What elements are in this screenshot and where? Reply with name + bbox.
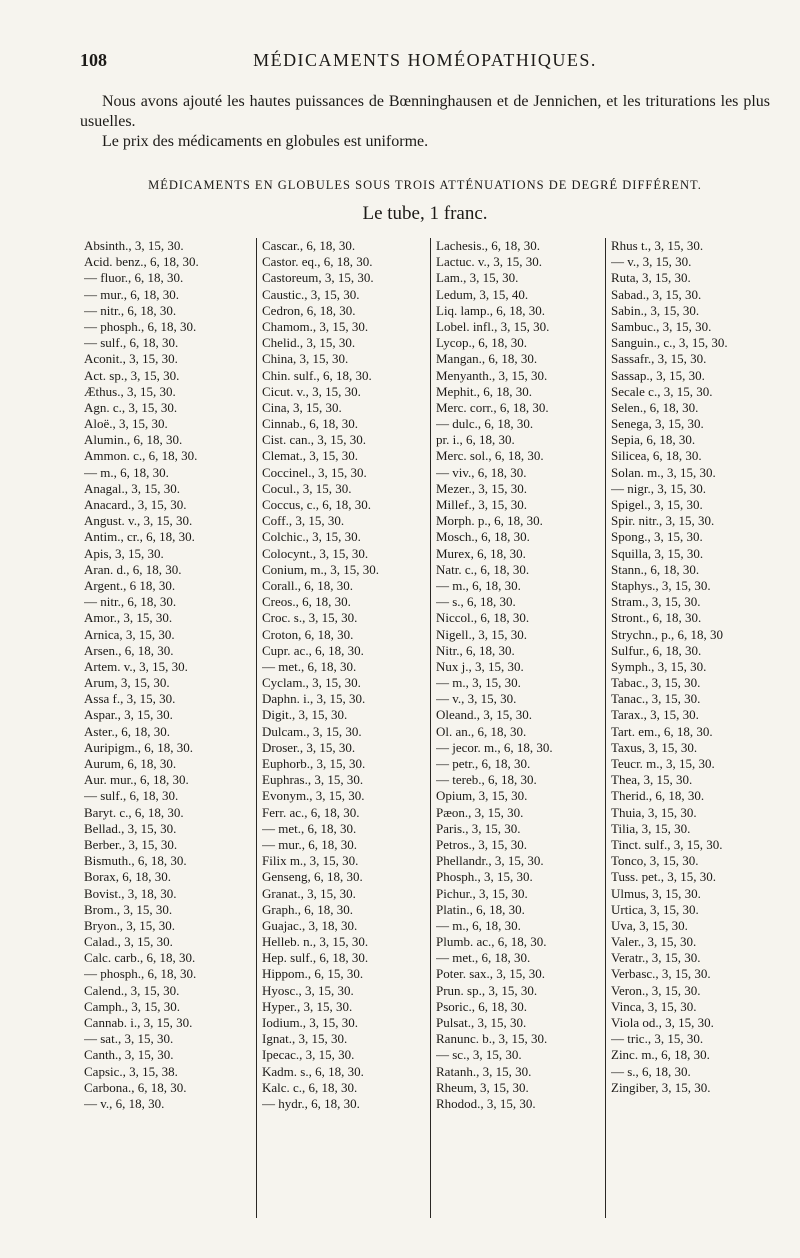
- medication-entry: Hyper., 3, 15, 30.: [262, 998, 353, 1014]
- medication-entry: Therid., 6, 18, 30.: [611, 788, 705, 804]
- medication-entry: Spir. nitr., 3, 15, 30.: [611, 513, 715, 529]
- medication-entry: Solan. m., 3, 15, 30.: [611, 464, 716, 480]
- medication-entry: Ruta, 3, 15, 30.: [611, 270, 691, 286]
- medication-entry: Sambuc., 3, 15, 30.: [611, 318, 712, 334]
- medication-entry: Creos., 6, 18, 30.: [262, 594, 351, 610]
- medication-entry: Menyanth., 3, 15, 30.: [436, 367, 548, 383]
- medication-entry: Vinca, 3, 15, 30.: [611, 998, 697, 1014]
- medication-entry: Aspar., 3, 15, 30.: [84, 707, 173, 723]
- medication-entry: Squilla, 3, 15, 30.: [611, 545, 704, 561]
- medication-entry: — v., 3, 15, 30.: [611, 254, 692, 270]
- medication-entry: Nitr., 6, 18, 30.: [436, 642, 515, 658]
- medication-entry: Filix m., 3, 15, 30.: [262, 853, 359, 869]
- medication-entry: Sepia, 6, 18, 30.: [611, 432, 696, 448]
- medication-entry: Millef., 3, 15, 30.: [436, 497, 527, 512]
- medication-entry: Liq. lamp., 6, 18, 30.: [436, 302, 546, 318]
- medication-entry: — petr., 6, 18, 30.: [436, 756, 531, 771]
- medication-entry: — mur., 6, 18, 30.: [262, 836, 357, 852]
- intro-text: [80, 92, 770, 152]
- medication-entry: — tereb., 6, 18, 30.: [436, 772, 537, 788]
- medication-entry: Chelid., 3, 15, 30.: [262, 335, 356, 351]
- medication-table: [84, 238, 774, 1218]
- medication-entry: Euphorb., 3, 15, 30.: [262, 756, 366, 771]
- medication-entry: Tabac., 3, 15, 30.: [611, 675, 701, 691]
- medication-entry: Sanguin., c., 3, 15, 30.: [611, 335, 728, 351]
- medication-entry: Symph., 3, 15, 30.: [611, 658, 707, 674]
- medication-entry: Argent., 6 18, 30.: [84, 577, 176, 593]
- medication-entry: Dulcam., 3, 15, 30.: [262, 723, 362, 739]
- medication-entry: — hydr., 6, 18, 30.: [262, 1095, 360, 1111]
- medication-entry: Mezer., 3, 15, 30.: [436, 480, 527, 496]
- medication-entry: Ranunc. b., 3, 15, 30.: [436, 1031, 548, 1047]
- running-title: MÉDICAMENTS HOMÉOPATHIQUES.: [253, 50, 597, 70]
- medication-entry: Ignat., 3, 15, 30.: [262, 1031, 348, 1047]
- medication-entry: Kalc. c., 6, 18, 30.: [262, 1079, 358, 1095]
- medication-entry: Artem. v., 3, 15, 30.: [84, 658, 188, 674]
- medication-entry: Stann., 6, 18, 30.: [611, 561, 700, 577]
- medication-entry: Calend., 3, 15, 30.: [84, 982, 180, 998]
- medication-entry: Nux j., 3, 15, 30.: [436, 658, 524, 674]
- medication-entry: — met., 6, 18, 30.: [262, 658, 357, 674]
- medication-entry: Angust. v., 3, 15, 30.: [84, 513, 193, 529]
- medication-entry: Oleand., 3, 15, 30.: [436, 707, 533, 723]
- medication-entry: Tuss. pet., 3, 15, 30.: [611, 869, 716, 885]
- medication-entry: Aster., 6, 18, 30.: [84, 723, 170, 739]
- medication-entry: Tarax., 3, 15, 30.: [611, 707, 699, 723]
- medication-entry: Croton, 6, 18, 30.: [262, 626, 354, 642]
- medication-entry: Phosph., 3, 15, 30.: [436, 869, 533, 885]
- medication-entry: Cedron, 6, 18, 30.: [262, 302, 356, 318]
- medication-entry: Ol. an., 6, 18, 30.: [436, 723, 527, 739]
- medication-entry: Phellandr., 3, 15, 30.: [436, 853, 544, 869]
- medication-entry: — met., 6, 18, 30.: [262, 820, 357, 836]
- medication-entry: Digit., 3, 15, 30.: [262, 707, 348, 723]
- medication-entry: Sassafr., 3, 15, 30.: [611, 351, 707, 367]
- medication-entry: Cyclam., 3, 15, 30.: [262, 675, 361, 691]
- medication-entry: Morph. p., 6, 18, 30.: [436, 513, 543, 529]
- medication-entry: — nigr., 3, 15, 30.: [611, 480, 706, 496]
- medication-entry: Spong., 3, 15, 30.: [611, 529, 703, 545]
- medication-entry: Cist. can., 3, 15, 30.: [262, 432, 366, 448]
- page-header: [80, 50, 770, 76]
- medication-entry: Cascar., 6, 18, 30.: [262, 238, 356, 253]
- medication-entry: — fluor., 6, 18, 30.: [84, 270, 184, 286]
- medication-entry: Merc. corr., 6, 18, 30.: [436, 399, 549, 415]
- medication-column: [430, 238, 606, 1218]
- medication-entry: Acid. benz., 6, 18, 30.: [84, 254, 199, 270]
- medication-entry: — m., 3, 15, 30.: [436, 675, 521, 691]
- medication-entry: Veratr., 3, 15, 30.: [611, 950, 701, 966]
- medication-entry: Mosch., 6, 18, 30.: [436, 529, 530, 545]
- medication-entry: Opium, 3, 15, 30.: [436, 788, 528, 804]
- medication-entry: Cocul., 3, 15, 30.: [262, 480, 352, 496]
- medication-entry: Pæon., 3, 15, 30.: [436, 804, 524, 820]
- medication-entry: Sulfur., 6, 18, 30.: [611, 642, 702, 658]
- medication-entry: — sulf., 6, 18, 30.: [84, 788, 179, 804]
- medication-entry: China, 3, 15, 30.: [262, 351, 349, 367]
- medication-entry: Colchic., 3, 15, 30.: [262, 529, 361, 545]
- medication-entry: Secale c., 3, 15, 30.: [611, 383, 713, 399]
- medication-entry: Genseng, 6, 18, 30.: [262, 869, 363, 885]
- medication-entry: Arum, 3, 15, 30.: [84, 675, 170, 691]
- medication-entry: Stront., 6, 18, 30.: [611, 610, 702, 626]
- medication-entry: Iodium., 3, 15, 30.: [262, 1015, 359, 1030]
- medication-entry: Ledum, 3, 15, 40.: [436, 286, 529, 302]
- medication-entry: Berber., 3, 15, 30.: [84, 836, 178, 852]
- medication-entry: Tart. em., 6, 18, 30.: [611, 723, 713, 739]
- medication-entry: Cannab. i., 3, 15, 30.: [84, 1015, 193, 1030]
- medication-entry: — nitr., 6, 18, 30.: [84, 594, 177, 610]
- medication-entry: Baryt. c., 6, 18, 30.: [84, 804, 184, 820]
- medication-entry: Platin., 6, 18, 30.: [436, 901, 525, 917]
- medication-entry: Natr. c., 6, 18, 30.: [436, 561, 530, 577]
- medication-entry: Prun. sp., 3, 15, 30.: [436, 982, 538, 998]
- medication-entry: Pichur., 3, 15, 30.: [436, 885, 528, 901]
- medication-entry: — v., 6, 18, 30.: [84, 1095, 165, 1111]
- medication-entry: Silicea, 6, 18, 30.: [611, 448, 702, 464]
- medication-entry: pr. i., 6, 18, 30.: [436, 432, 515, 448]
- medication-entry: Chamom., 3, 15, 30.: [262, 318, 369, 334]
- medication-entry: Amor., 3, 15, 30.: [84, 610, 173, 626]
- medication-entry: Ferr. ac., 6, 18, 30.: [262, 804, 360, 820]
- medication-entry: Aran. d., 6, 18, 30.: [84, 561, 182, 577]
- medication-entry: Bismuth., 6, 18, 30.: [84, 853, 187, 869]
- medication-entry: — sat., 3, 15, 30.: [84, 1031, 174, 1047]
- medication-entry: Lycop., 6, 18, 30.: [436, 335, 527, 351]
- medication-entry: Apis, 3, 15, 30.: [84, 545, 164, 561]
- medication-entry: Ipecac., 3, 15, 30.: [262, 1047, 355, 1063]
- medication-entry: Canth., 3, 15, 30.: [84, 1047, 174, 1063]
- medication-entry: Coccus, c., 6, 18, 30.: [262, 497, 372, 512]
- medication-entry: Tilia, 3, 15, 30.: [611, 820, 691, 836]
- medication-entry: — phosph., 6, 18, 30.: [84, 318, 197, 334]
- medication-column: [605, 238, 783, 1218]
- medication-entry: Poter. sax., 3, 15, 30.: [436, 966, 546, 982]
- medication-entry: Brom., 3, 15, 30.: [84, 901, 173, 917]
- medication-entry: Rhodod., 3, 15, 30.: [436, 1095, 536, 1111]
- medication-entry: Euphras., 3, 15, 30.: [262, 772, 364, 788]
- medication-entry: Thuia, 3, 15, 30.: [611, 804, 697, 820]
- medication-entry: Zinc. m., 6, 18, 30.: [611, 1047, 710, 1063]
- medication-entry: Aconit., 3, 15, 30.: [84, 351, 178, 367]
- medication-entry: — tric., 3, 15, 30.: [611, 1031, 704, 1047]
- medication-entry: Camph., 3, 15, 30.: [84, 998, 181, 1014]
- medication-entry: Uva, 3, 15, 30.: [611, 917, 688, 933]
- medication-entry: Auripigm., 6, 18, 30.: [84, 739, 194, 755]
- medication-entry: — dulc., 6, 18, 30.: [436, 416, 534, 432]
- medication-entry: — viv., 6, 18, 30.: [436, 464, 527, 480]
- medication-entry: Merc. sol., 6, 18, 30.: [436, 448, 544, 464]
- medication-entry: Hyosc., 3, 15, 30.: [262, 982, 354, 998]
- medication-entry: — m., 6, 18, 30.: [436, 917, 521, 933]
- medication-entry: Graph., 6, 18, 30.: [262, 901, 353, 917]
- medication-entry: — m., 6, 18, 30.: [436, 577, 521, 593]
- medication-entry: — nitr., 6, 18, 30.: [84, 302, 177, 318]
- medication-entry: Antim., cr., 6, 18, 30.: [84, 529, 195, 545]
- medication-entry: Caustic., 3, 15, 30.: [262, 286, 360, 302]
- medication-entry: Calc. carb., 6, 18, 30.: [84, 950, 196, 966]
- medication-entry: Spigel., 3, 15, 30.: [611, 497, 703, 512]
- medication-entry: Agn. c., 3, 15, 30.: [84, 399, 178, 415]
- medication-entry: Sassap., 3, 15, 30.: [611, 367, 705, 383]
- medication-entry: Clemat., 3, 15, 30.: [262, 448, 359, 464]
- medication-entry: Tonco, 3, 15, 30.: [611, 853, 699, 869]
- medication-entry: Assa f., 3, 15, 30.: [84, 691, 176, 707]
- intro-paragraph: Nous avons ajouté les hautes puissances de Bœnninghausen et de Jennichen, et les triturations les plus usuelles.: [80, 93, 770, 130]
- medication-entry: Conium, m., 3, 15, 30.: [262, 561, 380, 577]
- medication-entry: — s., 6, 18, 30.: [436, 594, 516, 610]
- medication-entry: Bellad., 3, 15, 30.: [84, 820, 177, 836]
- medication-entry: Rhus t., 3, 15, 30.: [611, 238, 704, 253]
- medication-entry: Ulmus, 3, 15, 30.: [611, 885, 701, 901]
- medication-entry: Cicut. v., 3, 15, 30.: [262, 383, 361, 399]
- medication-entry: Arnica, 3, 15, 30.: [84, 626, 175, 642]
- medication-entry: Coccinel., 3, 15, 30.: [262, 464, 367, 480]
- medication-entry: Murex, 6, 18, 30.: [436, 545, 526, 561]
- medication-entry: Coff., 3, 15, 30.: [262, 513, 345, 529]
- medication-entry: Lam., 3, 15, 30.: [436, 270, 519, 286]
- medication-entry: Capsic., 3, 15, 38.: [84, 1063, 178, 1079]
- medication-entry: Hep. sulf., 6, 18, 30.: [262, 950, 369, 966]
- medication-entry: Guajac., 3, 18, 30.: [262, 917, 358, 933]
- medication-entry: Rheum, 3, 15, 30.: [436, 1079, 529, 1095]
- medication-entry: Urtica, 3, 15, 30.: [611, 901, 699, 917]
- medication-entry: Paris., 3, 15, 30.: [436, 820, 521, 836]
- medication-entry: Carbona., 6, 18, 30.: [84, 1079, 187, 1095]
- medication-entry: — sulf., 6, 18, 30.: [84, 335, 179, 351]
- medication-entry: Calad., 3, 15, 30.: [84, 934, 173, 950]
- medication-entry: Colocynt., 3, 15, 30.: [262, 545, 369, 561]
- medication-column: [256, 238, 432, 1218]
- intro-paragraph: Le prix des médicaments en globules est uniforme.: [102, 133, 429, 150]
- medication-entry: Sabin., 3, 15, 30.: [611, 302, 700, 318]
- medication-entry: Senega, 3, 15, 30.: [611, 416, 704, 432]
- medication-entry: Tinct. sulf., 3, 15, 30.: [611, 836, 723, 852]
- medication-entry: — jecor. m., 6, 18, 30.: [436, 739, 553, 755]
- medication-entry: Petros., 3, 15, 30.: [436, 836, 527, 852]
- medication-entry: Verbasc., 3, 15, 30.: [611, 966, 711, 982]
- medication-entry: Cinnab., 6, 18, 30.: [262, 416, 359, 432]
- medication-entry: Alumin., 6, 18, 30.: [84, 432, 183, 448]
- medication-entry: Hippom., 6, 15, 30.: [262, 966, 364, 982]
- medication-entry: Thea, 3, 15, 30.: [611, 772, 693, 788]
- medication-entry: Borax, 6, 18, 30.: [84, 869, 172, 885]
- medication-entry: — sc., 3, 15, 30.: [436, 1047, 522, 1063]
- medication-entry: Cupr. ac., 6, 18, 30.: [262, 642, 364, 658]
- medication-entry: Zingiber, 3, 15, 30.: [611, 1079, 711, 1095]
- medication-entry: Absinth., 3, 15, 30.: [84, 238, 184, 253]
- medication-entry: — m., 6, 18, 30.: [84, 464, 169, 480]
- medication-entry: Evonym., 3, 15, 30.: [262, 788, 365, 804]
- medication-entry: Mephit., 6, 18, 30.: [436, 383, 533, 399]
- medication-entry: Castor. eq., 6, 18, 30.: [262, 254, 373, 270]
- medication-entry: — met., 6, 18, 30.: [436, 950, 531, 966]
- medication-entry: Teucr. m., 3, 15, 30.: [611, 756, 715, 771]
- medication-entry: Psoric., 6, 18, 30.: [436, 998, 527, 1014]
- medication-entry: Plumb. ac., 6, 18, 30.: [436, 934, 547, 950]
- medication-entry: Æthus., 3, 15, 30.: [84, 383, 176, 399]
- medication-entry: Tanac., 3, 15, 30.: [611, 691, 701, 707]
- medication-entry: — s., 6, 18, 30.: [611, 1063, 691, 1079]
- price-line: Le tube, 1 franc.: [362, 203, 488, 224]
- medication-entry: Castoreum, 3, 15, 30.: [262, 270, 374, 286]
- medication-entry: Cina, 3, 15, 30.: [262, 399, 342, 415]
- medication-entry: — phosph., 6, 18, 30.: [84, 966, 197, 982]
- medication-entry: Stram., 3, 15, 30.: [611, 594, 701, 610]
- medication-entry: Pulsat., 3, 15, 30.: [436, 1015, 527, 1030]
- medication-entry: Staphys., 3, 15, 30.: [611, 577, 711, 593]
- medication-entry: Niccol., 6, 18, 30.: [436, 610, 530, 626]
- medication-entry: Aurum, 6, 18, 30.: [84, 756, 177, 771]
- medication-entry: Ratanh., 3, 15, 30.: [436, 1063, 532, 1079]
- page-number: 108: [80, 50, 107, 70]
- medication-entry: Bryon., 3, 15, 30.: [84, 917, 175, 933]
- medication-entry: Chin. sulf., 6, 18, 30.: [262, 367, 372, 383]
- medication-entry: Strychn., p., 6, 18, 30: [611, 626, 723, 642]
- medication-entry: Anagal., 3, 15, 30.: [84, 480, 181, 496]
- medication-entry: Kadm. s., 6, 18, 30.: [262, 1063, 364, 1079]
- medication-entry: Lachesis., 6, 18, 30.: [436, 238, 540, 253]
- medication-entry: Valer., 3, 15, 30.: [611, 934, 697, 950]
- medication-entry: Aur. mur., 6, 18, 30.: [84, 772, 189, 788]
- section-heading: MÉDICAMENTS EN GLOBULES SOUS TROIS ATTÉNUATIONS DE DEGRÉ DIFFÉRENT.: [148, 178, 702, 192]
- medication-column: [84, 238, 254, 1218]
- medication-entry: Anacard., 3, 15, 30.: [84, 497, 187, 512]
- medication-entry: Taxus, 3, 15, 30.: [611, 739, 698, 755]
- medication-entry: Lactuc. v., 3, 15, 30.: [436, 254, 543, 270]
- medication-entry: Helleb. n., 3, 15, 30.: [262, 934, 369, 950]
- medication-entry: — mur., 6, 18, 30.: [84, 286, 179, 302]
- medication-entry: Corall., 6, 18, 30.: [262, 577, 353, 593]
- medication-entry: Act. sp., 3, 15, 30.: [84, 367, 180, 383]
- medication-entry: Droser., 3, 15, 30.: [262, 739, 356, 755]
- medication-entry: — v., 3, 15, 30.: [436, 691, 517, 707]
- medication-entry: Mangan., 6, 18, 30.: [436, 351, 538, 367]
- medication-entry: Sabad., 3, 15, 30.: [611, 286, 702, 302]
- medication-entry: Croc. s., 3, 15, 30.: [262, 610, 358, 626]
- medication-entry: Lobel. infl., 3, 15, 30.: [436, 318, 550, 334]
- medication-entry: Selen., 6, 18, 30.: [611, 399, 699, 415]
- medication-entry: Daphn. i., 3, 15, 30.: [262, 691, 366, 707]
- medication-entry: Ammon. c., 6, 18, 30.: [84, 448, 198, 464]
- medication-entry: Bovist., 3, 18, 30.: [84, 885, 177, 901]
- medication-entry: Veron., 3, 15, 30.: [611, 982, 701, 998]
- medication-entry: Viola od., 3, 15, 30.: [611, 1015, 714, 1030]
- medication-entry: Arsen., 6, 18, 30.: [84, 642, 174, 658]
- medication-entry: Aloë., 3, 15, 30.: [84, 416, 168, 432]
- medication-entry: Granat., 3, 15, 30.: [262, 885, 356, 901]
- medication-entry: Nigell., 3, 15, 30.: [436, 626, 527, 642]
